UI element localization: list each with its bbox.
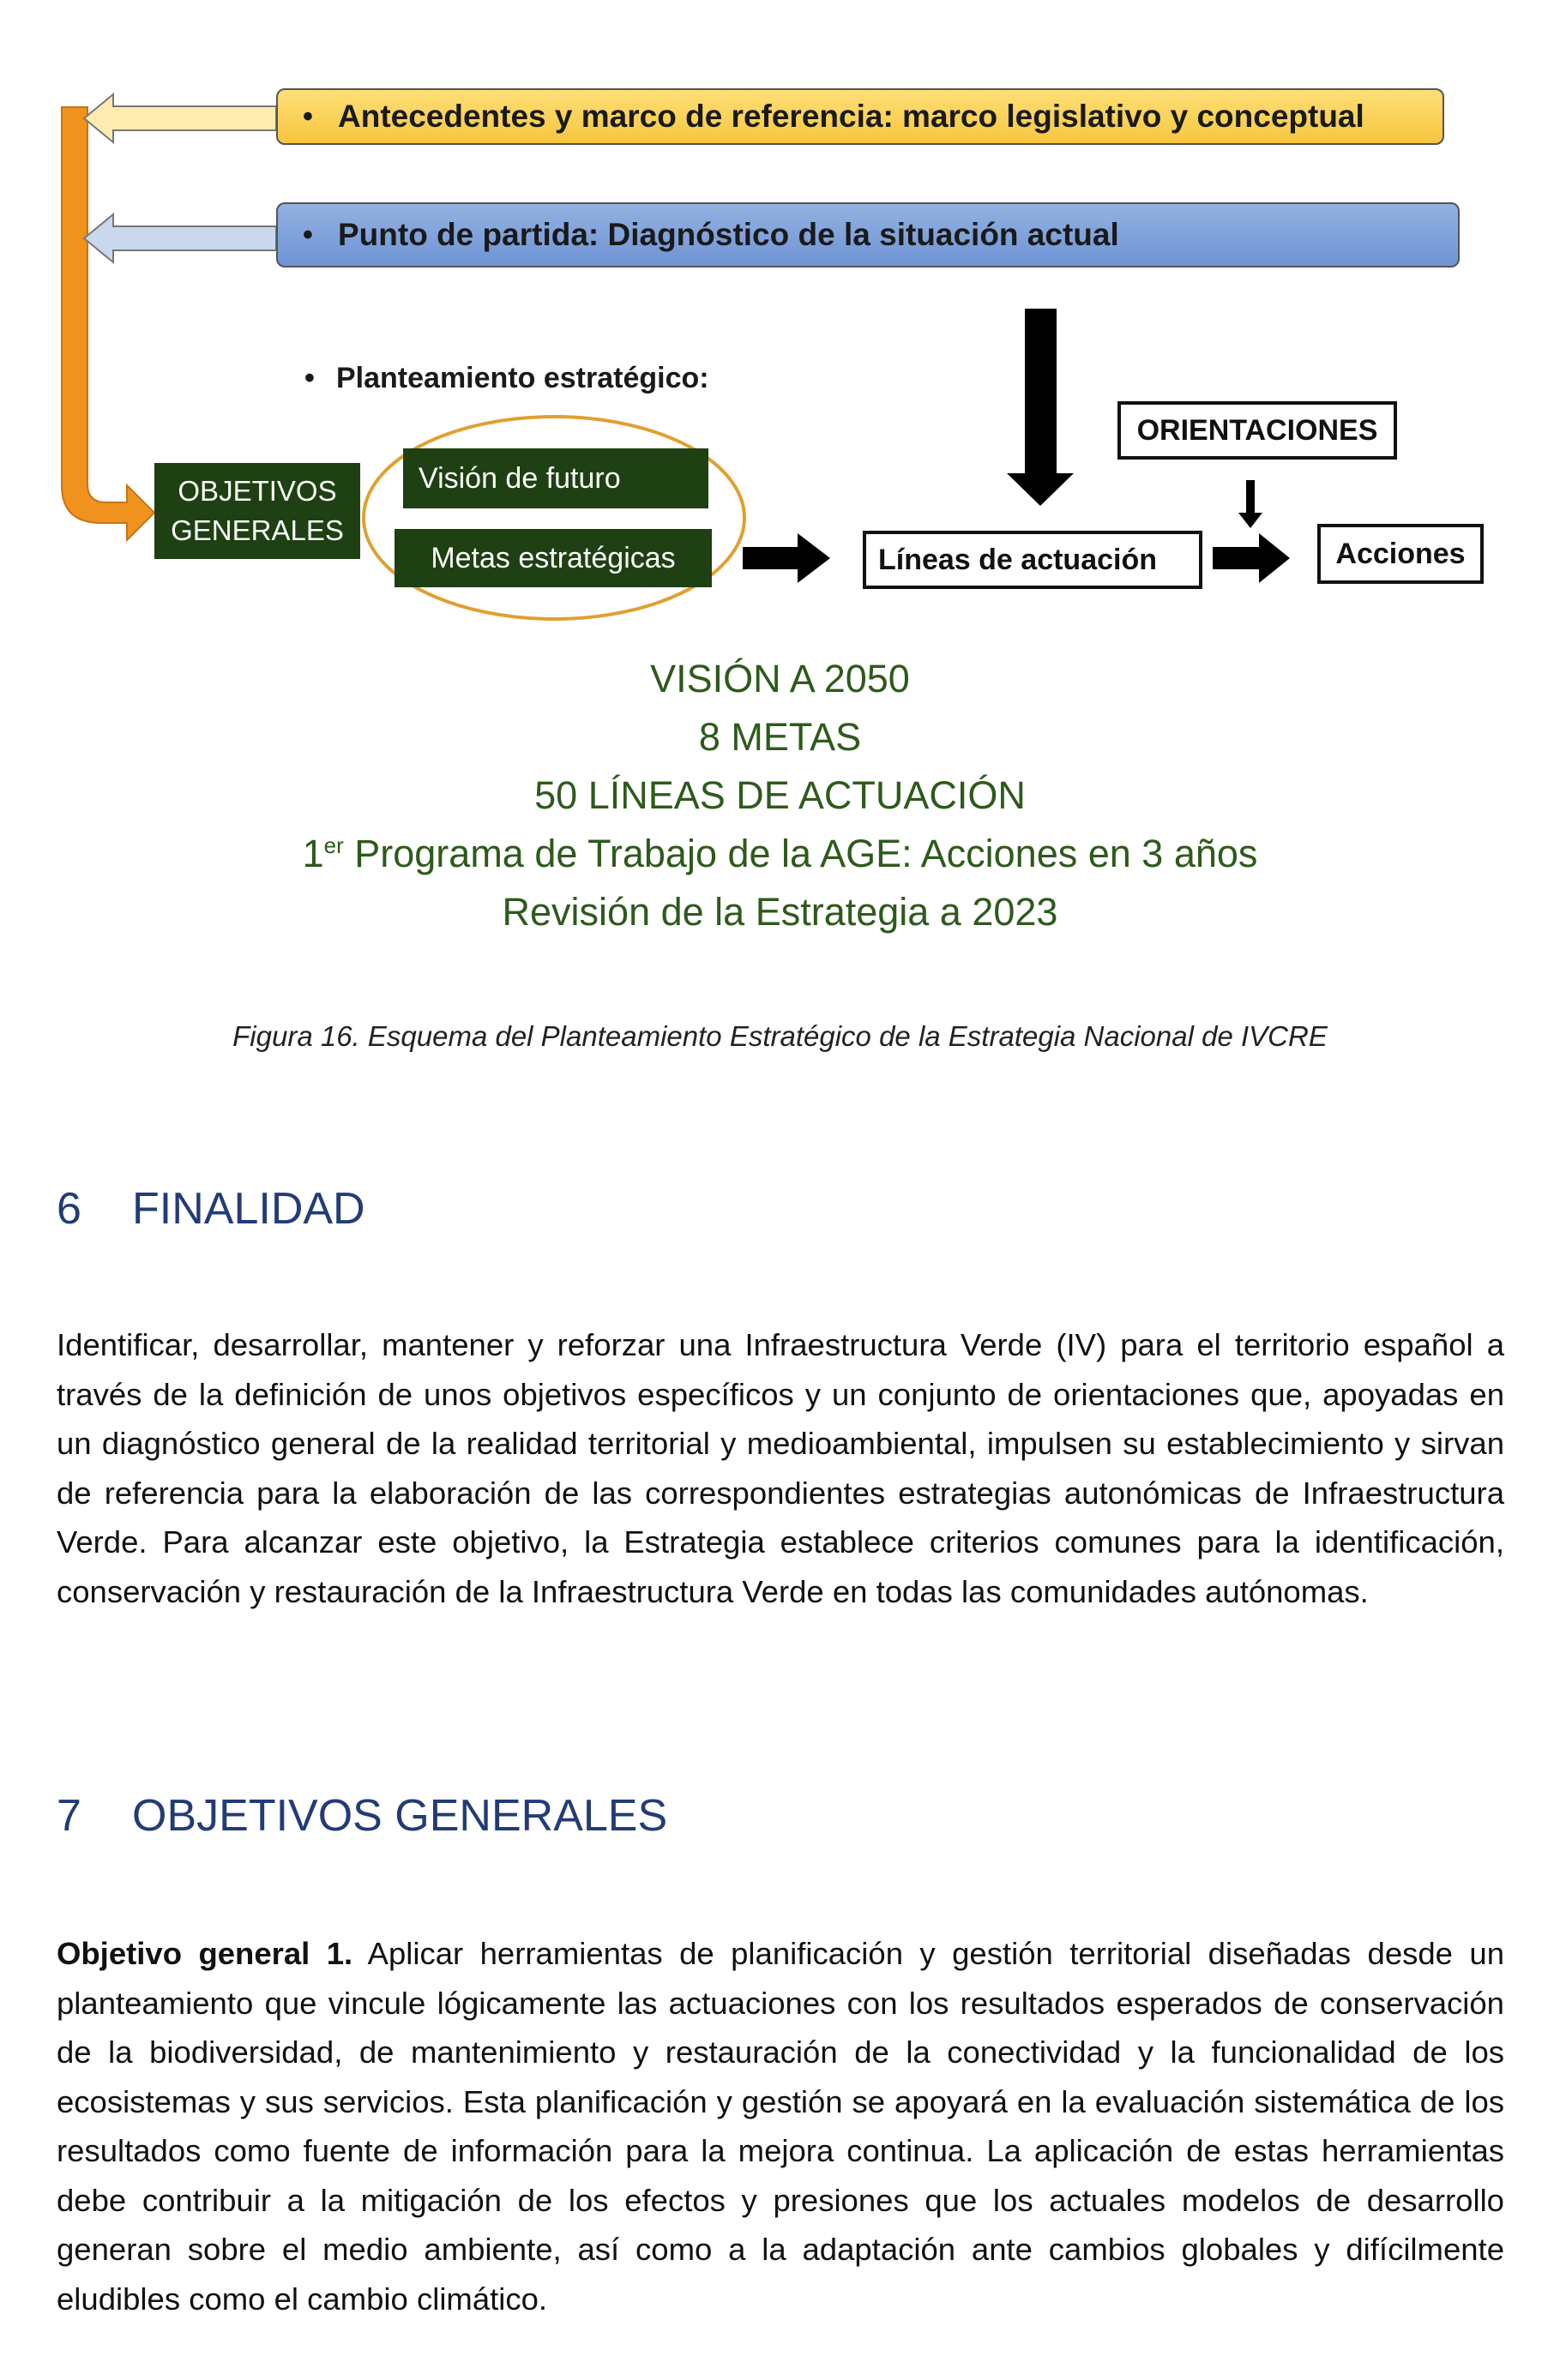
summary-metas: 8 METAS xyxy=(698,715,862,759)
antecedentes-label: Antecedentes y marco de referencia: marco legislativo y conceptual xyxy=(338,99,1364,134)
section-6-number: 6 xyxy=(57,1184,81,1234)
objetivos-line1: OBJETIVOS xyxy=(178,475,337,507)
orange-bracket-arrow xyxy=(62,107,154,540)
right-arrow-lineas xyxy=(1213,533,1290,583)
summary-revision: Revisión de la Estrategia a 2023 xyxy=(502,890,1058,934)
down-arrow-small xyxy=(1238,480,1262,528)
summary-programa-sup: er xyxy=(323,832,344,858)
vision-metas-ellipse xyxy=(364,417,744,619)
bullet: • xyxy=(303,99,313,133)
section-7-number: 7 xyxy=(57,1791,81,1841)
right-arrow-metas xyxy=(743,533,830,583)
bullet: • xyxy=(303,218,313,251)
planteamiento-label: Planteamiento estratégico: xyxy=(336,362,709,394)
vision-label: Visión de futuro xyxy=(419,461,621,495)
section-6-title: FINALIDAD xyxy=(132,1184,365,1234)
objetivo-1-lead: Objetivo general 1. xyxy=(57,1936,353,1971)
orientaciones-label: ORIENTACIONES xyxy=(1136,413,1378,447)
planteamiento-bullet xyxy=(283,362,709,395)
orientaciones-box xyxy=(1117,401,1397,460)
summary-lineas: 50 LÍNEAS DE ACTUACIÓN xyxy=(534,773,1026,817)
section-7-body xyxy=(57,1929,1504,2323)
acciones-box xyxy=(1317,524,1484,584)
yellow-feedback-arrow xyxy=(84,94,276,142)
down-arrow-large xyxy=(1007,309,1074,506)
figure-caption: Figura 16. Esquema del Planteamiento Estratégico de la Estrategia Nacional de IVCRE xyxy=(232,1020,1328,1052)
strategy-diagram xyxy=(0,0,1560,1080)
bullet: • xyxy=(304,362,315,394)
lineas-actuacion-box xyxy=(863,531,1202,589)
objetivos-line2: GENERALES xyxy=(171,514,344,546)
objetivos-generales-box xyxy=(154,463,360,559)
punto-partida-bar xyxy=(276,202,1460,267)
antecedentes-bar xyxy=(276,88,1444,145)
summary-vision: VISIÓN A 2050 xyxy=(650,657,910,700)
section-6-heading xyxy=(57,1183,365,1235)
metas-estrategicas-box xyxy=(395,529,712,587)
summary-programa xyxy=(0,832,1560,876)
lineas-label: Líneas de actuación xyxy=(878,543,1157,576)
section-7-title: OBJETIVOS GENERALES xyxy=(132,1791,668,1841)
objetivo-1-text: Aplicar herramientas de planificación y gestión territorial diseñadas desde un planteamiento que vincule lógicamente las actuaciones con los resultados esperados de conservación de la biodiversidad, de mantenimiento y restauración de la conectividad y la funcionalidad de los ecosistemas y sus servicios. Esta planificación y gestión se apoyará en la evaluación sistemática de los resultados como fuente de información para la mejora continua. La aplicación de estas herramientas debe contribuir a la mitigación de los efectos y presiones que los actuales modelos de desarrollo generan sobre el medio ambiente, así como a la adaptación ante cambios globales y difícilmente eludibles como el cambio climático. xyxy=(57,1936,1505,2317)
section-7-heading xyxy=(57,1790,667,1842)
vision-futuro-box xyxy=(403,448,708,508)
punto-partida-label: Punto de partida: Diagnóstico de la situación actual xyxy=(338,217,1119,252)
metas-label: Metas estratégicas xyxy=(431,541,676,574)
blue-feedback-arrow xyxy=(84,214,276,262)
acciones-label: Acciones xyxy=(1335,537,1466,570)
summary-programa-ord: 1 xyxy=(302,832,324,875)
summary-programa-rest: Programa de Trabajo de la AGE: Acciones en 3 años xyxy=(343,832,1258,875)
section-6-body: Identificar, desarrollar, mantener y reforzar una Infraestructura Verde (IV) para el territorio español a través de la definición de unos objetivos específicos y un conjunto de orientaciones que, apoyadas en un diagnóstico general de la realidad territorial y medioambiental, impulsen su establecimiento y sirvan de referencia para la elaboración de las correspondientes estrategias autonómicas de Infraestructura Verde. Para alcanzar este objetivo, la Estrategia establece criterios comunes para la identificación, conservación y restauración de la Infraestructura Verde en todas las comunidades autónomas. xyxy=(57,1327,1504,1609)
